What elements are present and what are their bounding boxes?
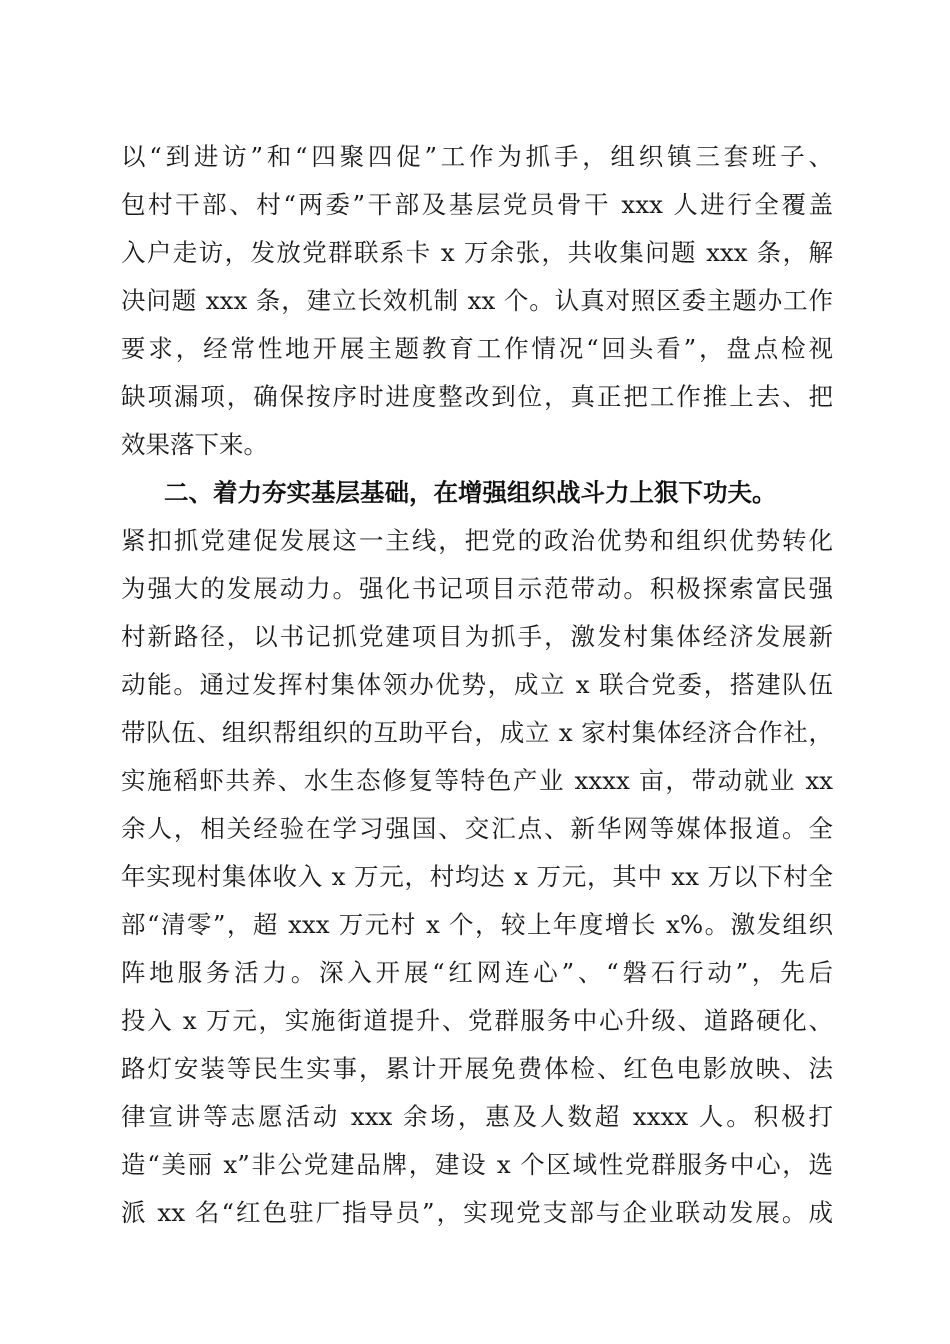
text-line: 要求，经常性地开展主题教育工作情况“回头看”，盘点检视 [121, 334, 833, 363]
text-line: 村新路径，以书记抓党建项目为抓手，激发村集体经济发展新 [121, 622, 833, 651]
text-line: 效果落下来。 [121, 430, 268, 459]
text-line: 投入 x 万元，实施街道提升、党群服务中心升级、道路硬化、 [121, 1006, 833, 1035]
text-line: 紧扣抓党建促发展这一主线，把党的政治优势和组织优势转化 [121, 526, 833, 555]
text-line: 为强大的发展动力。强化书记项目示范带动。积极探索富民强 [121, 574, 833, 603]
text-line: 包村干部、村“两委”干部及基层党员骨干 xxx 人进行全覆盖 [121, 190, 833, 219]
text-line: 余人，相关经验在学习强国、交汇点、新华网等媒体报道。全 [121, 814, 833, 843]
text-line: 入户走访，发放党群联系卡 x 万余张，共收集问题 xxx 条，解 [121, 238, 833, 267]
text-line: 阵地服务活力。深入开展“红网连心”、“磐石行动”，先后 [121, 958, 833, 987]
text-line: 决问题 xxx 条，建立长效机制 xx 个。认真对照区委主题办工作 [121, 286, 833, 315]
text-line: 律宣讲等志愿活动 xxx 余场，惠及人数超 xxxx 人。积极打 [121, 1102, 833, 1131]
text-line: 派 xx 名“红色驻厂指导员”，实现党支部与企业联动发展。成 [121, 1198, 833, 1227]
section-heading: 二、着力夯实基层基础，在增强组织战斗力上狠下功夫。 [164, 478, 777, 507]
text-line: 以“到进访”和“四聚四促”工作为抓手，组织镇三套班子、 [121, 142, 833, 171]
text-line: 带队伍、组织帮组织的互助平台，成立 x 家村集体经济合作社， [121, 718, 833, 747]
text-line: 部“清零”，超 xxx 万元村 x 个，较上年度增长 x%。激发组织 [121, 910, 833, 939]
text-line: 实施稻虾共养、水生态修复等特色产业 xxxx 亩，带动就业 xx [121, 766, 833, 795]
text-line: 路灯安装等民生实事，累计开展免费体检、红色电影放映、法 [121, 1054, 833, 1083]
text-line: 造“美丽 x”非公党建品牌，建设 x 个区域性党群服务中心，选 [121, 1150, 833, 1179]
text-line: 年实现村集体收入 x 万元，村均达 x 万元，其中 xx 万以下村全 [121, 862, 833, 891]
text-line: 动能。通过发挥村集体领办优势，成立 x 联合党委，搭建队伍 [121, 670, 833, 699]
text-line: 缺项漏项，确保按序时进度整改到位，真正把工作推上去、把 [121, 382, 833, 411]
